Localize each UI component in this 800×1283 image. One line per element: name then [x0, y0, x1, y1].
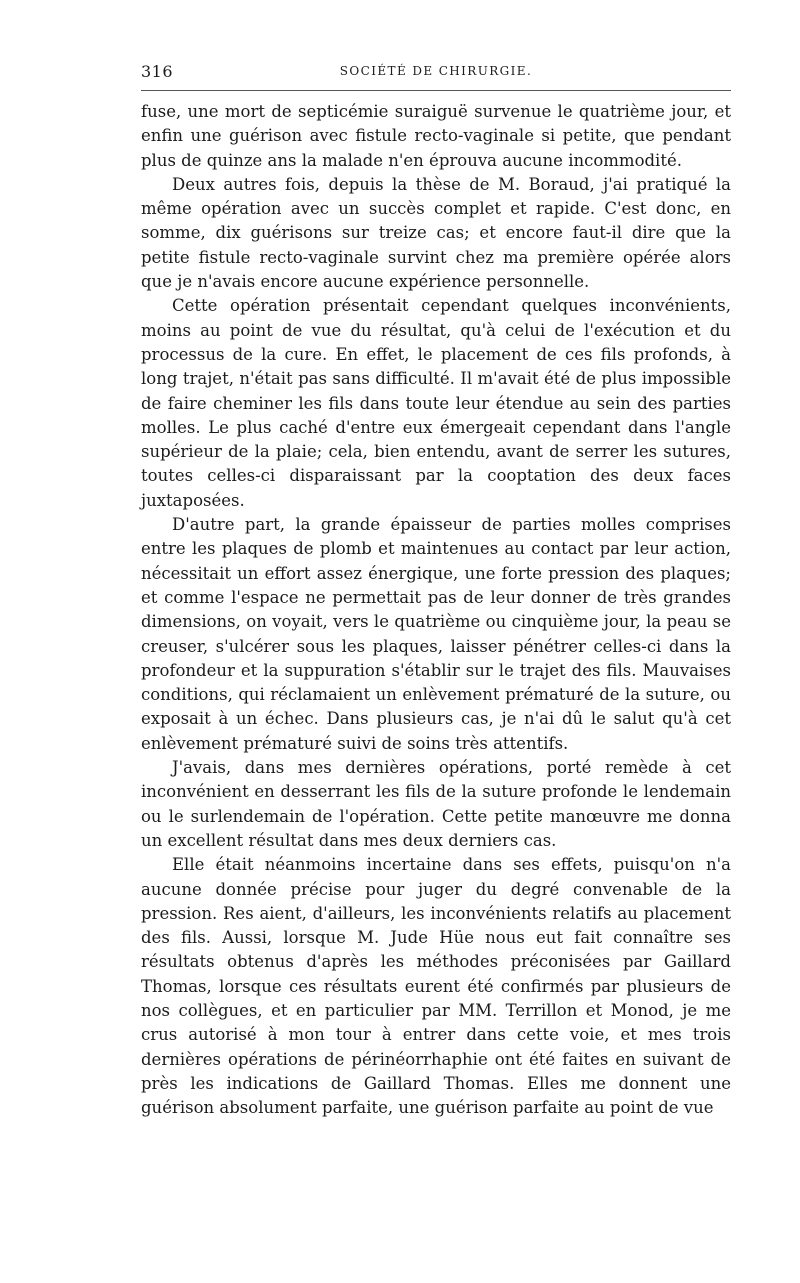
running-head: [141, 62, 731, 84]
header-rule: [141, 90, 731, 91]
page-number: 316: [141, 62, 174, 81]
body-text: [141, 100, 731, 1120]
running-title: SOCIÉTÉ DE CHIRURGIE.: [339, 64, 533, 78]
paragraph: Deux autres fois, depuis la thèse de M. Boraud, j'ai pratiqué la même opération avec un succès complet et rapide. C'est donc, en somme, dix guérisons sur treize cas; et encore faut-il dire que la petite fistule recto-vaginale survint chez ma première opérée alors que je n'avais encore aucune expérience personnelle.: [141, 174, 731, 292]
paragraph: Cette opération présentait cependant quelques inconvénients, moins au point de vue du résultat, qu'à celui de l'exécution et du processus de la cure. En effet, le placement de ces fils profonds, à long trajet, n'était pas sans difficulté. Il m'avait été de plus impossible de faire cheminer les fils dans toute leur étendue au sein des parties molles. Le plus caché d'entre eux émergeait cependant dans l'angle supérieur de la plaie; cela, bien entendu, avant de serrer les sutures, toutes celles-ci disparaissant par la cooptation des deux faces juxtaposées.: [141, 296, 731, 510]
paragraph: D'autre part, la grande épaisseur de parties molles comprises entre les plaques de plomb et maintenues au contact par leur action, nécessitait un effort assez énergique, une forte pression des plaques; et comme l'espace ne permettait pas de leur donner de très grandes dimensions, on voyait, vers le quatrième ou cinquième jour, la peau se creuser, s'ulcérer sous les plaques, laisser pénétrer celles-ci dans la profondeur et la suppuration s'établir sur le trajet des fils. Mauvaises conditions, qui réclamaient un enlèvement prématuré de la suture, ou exposait à un échec. Dans plusieurs cas, je n'ai dû le salut qu'à cet enlèvement prématuré suivi de soins très attentifs.: [141, 515, 731, 753]
paragraph-continued: fuse, une mort de septicémie suraiguë survenue le quatrième jour, et enfin une guérison avec fistule recto-vaginale si petite, que pendant plus de quinze ans la malade n'en éprouva aucune incommodité.: [141, 102, 731, 170]
paragraph: J'avais, dans mes dernières opérations, porté remède à cet inconvénient en desserrant les fils de la suture profonde le lendemain ou le surlendemain de l'opération. Cette petite manœuvre me donna un excellent résultat dans mes deux derniers cas.: [141, 758, 731, 850]
paragraph: Elle était néanmoins incertaine dans ses effets, puisqu'on n'a aucune donnée précise pour juger du degré convenable de la pression. Res aient, d'ailleurs, les inconvénients relatifs au placement des fils. Aussi, lorsque M. Jude Hüe nous eut fait connaître ses résultats obtenus d'après les méthodes préconisées par Gaillard Thomas, lorsque ces résultats eurent été confirmés par plusieurs de nos collègues, et en particulier par MM. Terrillon et Monod, je me crus autorisé à mon tour à entrer dans cette voie, et mes trois dernières opérations de périnéorrhaphie ont été faites en suivant de près les indications de Gaillard Thomas. Elles me donnent une guérison absolument parfaite, une guérison parfaite au point de vue: [141, 855, 731, 1118]
